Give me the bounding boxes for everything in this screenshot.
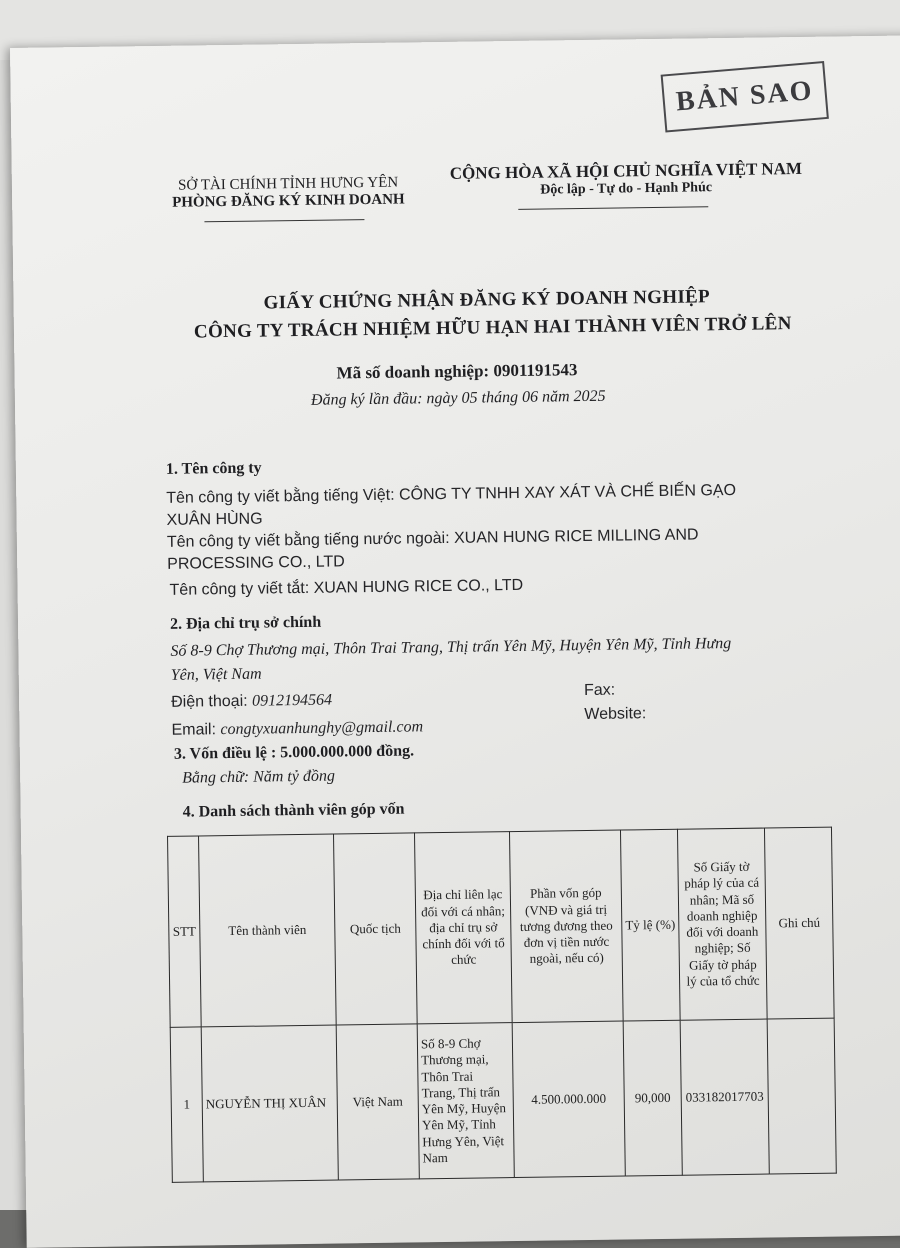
row-nationality: Việt Nam (336, 1024, 419, 1180)
row-capital: 4.500.000.000 (512, 1021, 625, 1178)
row-legal-id: 033182017703 (680, 1019, 769, 1175)
capital-in-words: Bằng chữ: Năm tỷ đồng (182, 767, 336, 787)
table-row (170, 1018, 836, 1182)
fax-label: Fax: (583, 681, 616, 700)
national-header (450, 159, 803, 200)
section-1-heading: 1. Tên công ty (165, 459, 262, 478)
issuer-department: SỞ TÀI CHÍNH TỈNH HƯNG YÊN (178, 174, 399, 194)
vietnamese-name-line1: Tên công ty viết bằng tiếng Việt: CÔNG TY TNHH XAY XÁT VÀ CHẾ BIẾN GẠO (166, 481, 737, 507)
national-motto: Độc lập - Tự do - Hạnh Phúc (540, 180, 713, 198)
section-2-heading: 2. Địa chỉ trụ sở chính (169, 613, 322, 633)
column-header-address: Địa chỉ liên lạc đối với cá nhân; địa chỉ trụ sở chính đối với tổ chức (414, 832, 512, 1024)
motto-underline (518, 206, 708, 210)
column-header-stt: STT (168, 836, 202, 1027)
phone-label: Điện thoại: (171, 692, 248, 711)
foreign-name-line1: Tên công ty viết bằng tiếng nước ngoài: XUAN HUNG RICE MILLING AND (166, 526, 699, 551)
company-type: CÔNG TY TRÁCH NHIỆM HỮU HẠN HAI THÀNH VIÊN TRỞ LÊN (193, 313, 792, 343)
column-header-name: Tên thành viên (199, 834, 337, 1027)
row-member-name: NGUYỄN THỊ XUÂN (201, 1025, 338, 1182)
foreign-name-line2: PROCESSING CO., LTD (167, 553, 345, 573)
phone-value: 0912194564 (251, 691, 333, 710)
phone-row (171, 692, 332, 712)
certificate-title: GIẤY CHỨNG NHẬN ĐĂNG KÝ DOANH NGHIỆP (263, 286, 711, 314)
issuer-office: PHÒNG ĐĂNG KÝ KINH DOANH (172, 191, 405, 211)
column-header-legal-id: Số Giấy tờ pháp lý của cá nhân; Mã số doanh nghiệp đối với doanh nghiệp; Số Giấy tờ pháp lý của tổ chức (677, 828, 767, 1020)
email-value: congtyxuanhunghy@gmail.com (220, 718, 424, 739)
column-header-nationality: Quốc tịch (334, 833, 418, 1025)
members-table (167, 827, 837, 1183)
column-header-ratio: Tỷ lệ (%) (620, 829, 680, 1021)
section-4-heading: 4. Danh sách thành viên góp vốn (182, 800, 405, 821)
row-note (767, 1018, 836, 1174)
email-label: Email: (171, 721, 217, 739)
section-3-heading: 3. Vốn điều lệ : 5.000.000.000 đồng. (173, 742, 415, 763)
copy-stamp: BẢN SAO (661, 61, 829, 133)
row-address: Số 8-9 Chợ Thương mại, Thôn Trai Trang, Thị trấn Yên Mỹ, Huyện Yên Mỹ, Tỉnh Hưng Yên, Việt Nam (417, 1023, 514, 1179)
registration-date: Đăng ký lần đầu: ngày 05 tháng 06 năm 2025 (310, 387, 606, 409)
enterprise-code: Mã số doanh nghiệp: 0901191543 (336, 360, 578, 383)
website-label: Website: (584, 705, 647, 724)
short-name: Tên công ty viết tắt: XUAN HUNG RICE CO., LTD (169, 576, 524, 599)
vietnamese-name-line2: XUÂN HÙNG (166, 510, 263, 529)
issuer-header (172, 175, 405, 212)
row-ratio: 90,000 (623, 1020, 682, 1176)
address-line2: Yên, Việt Nam (170, 665, 262, 684)
issuer-underline (204, 219, 364, 222)
row-stt: 1 (170, 1027, 203, 1182)
address-line1: Số 8-9 Chợ Thương mại, Thôn Trai Trang, Thị trấn Yên Mỹ, Huyện Yên Mỹ, Tỉnh Hưng (170, 634, 732, 660)
document-page (10, 35, 900, 1248)
email-row (171, 718, 423, 740)
column-header-capital: Phần vốn góp (VNĐ và giá trị tương đương theo đơn vị tiền nước ngoài, nếu có) (509, 830, 623, 1023)
national-title: CỘNG HÒA XÃ HỘI CHỦ NGHĨA VIỆT NAM (449, 158, 803, 183)
table-header-row (168, 827, 835, 1027)
column-header-note: Ghi chú (764, 827, 834, 1019)
